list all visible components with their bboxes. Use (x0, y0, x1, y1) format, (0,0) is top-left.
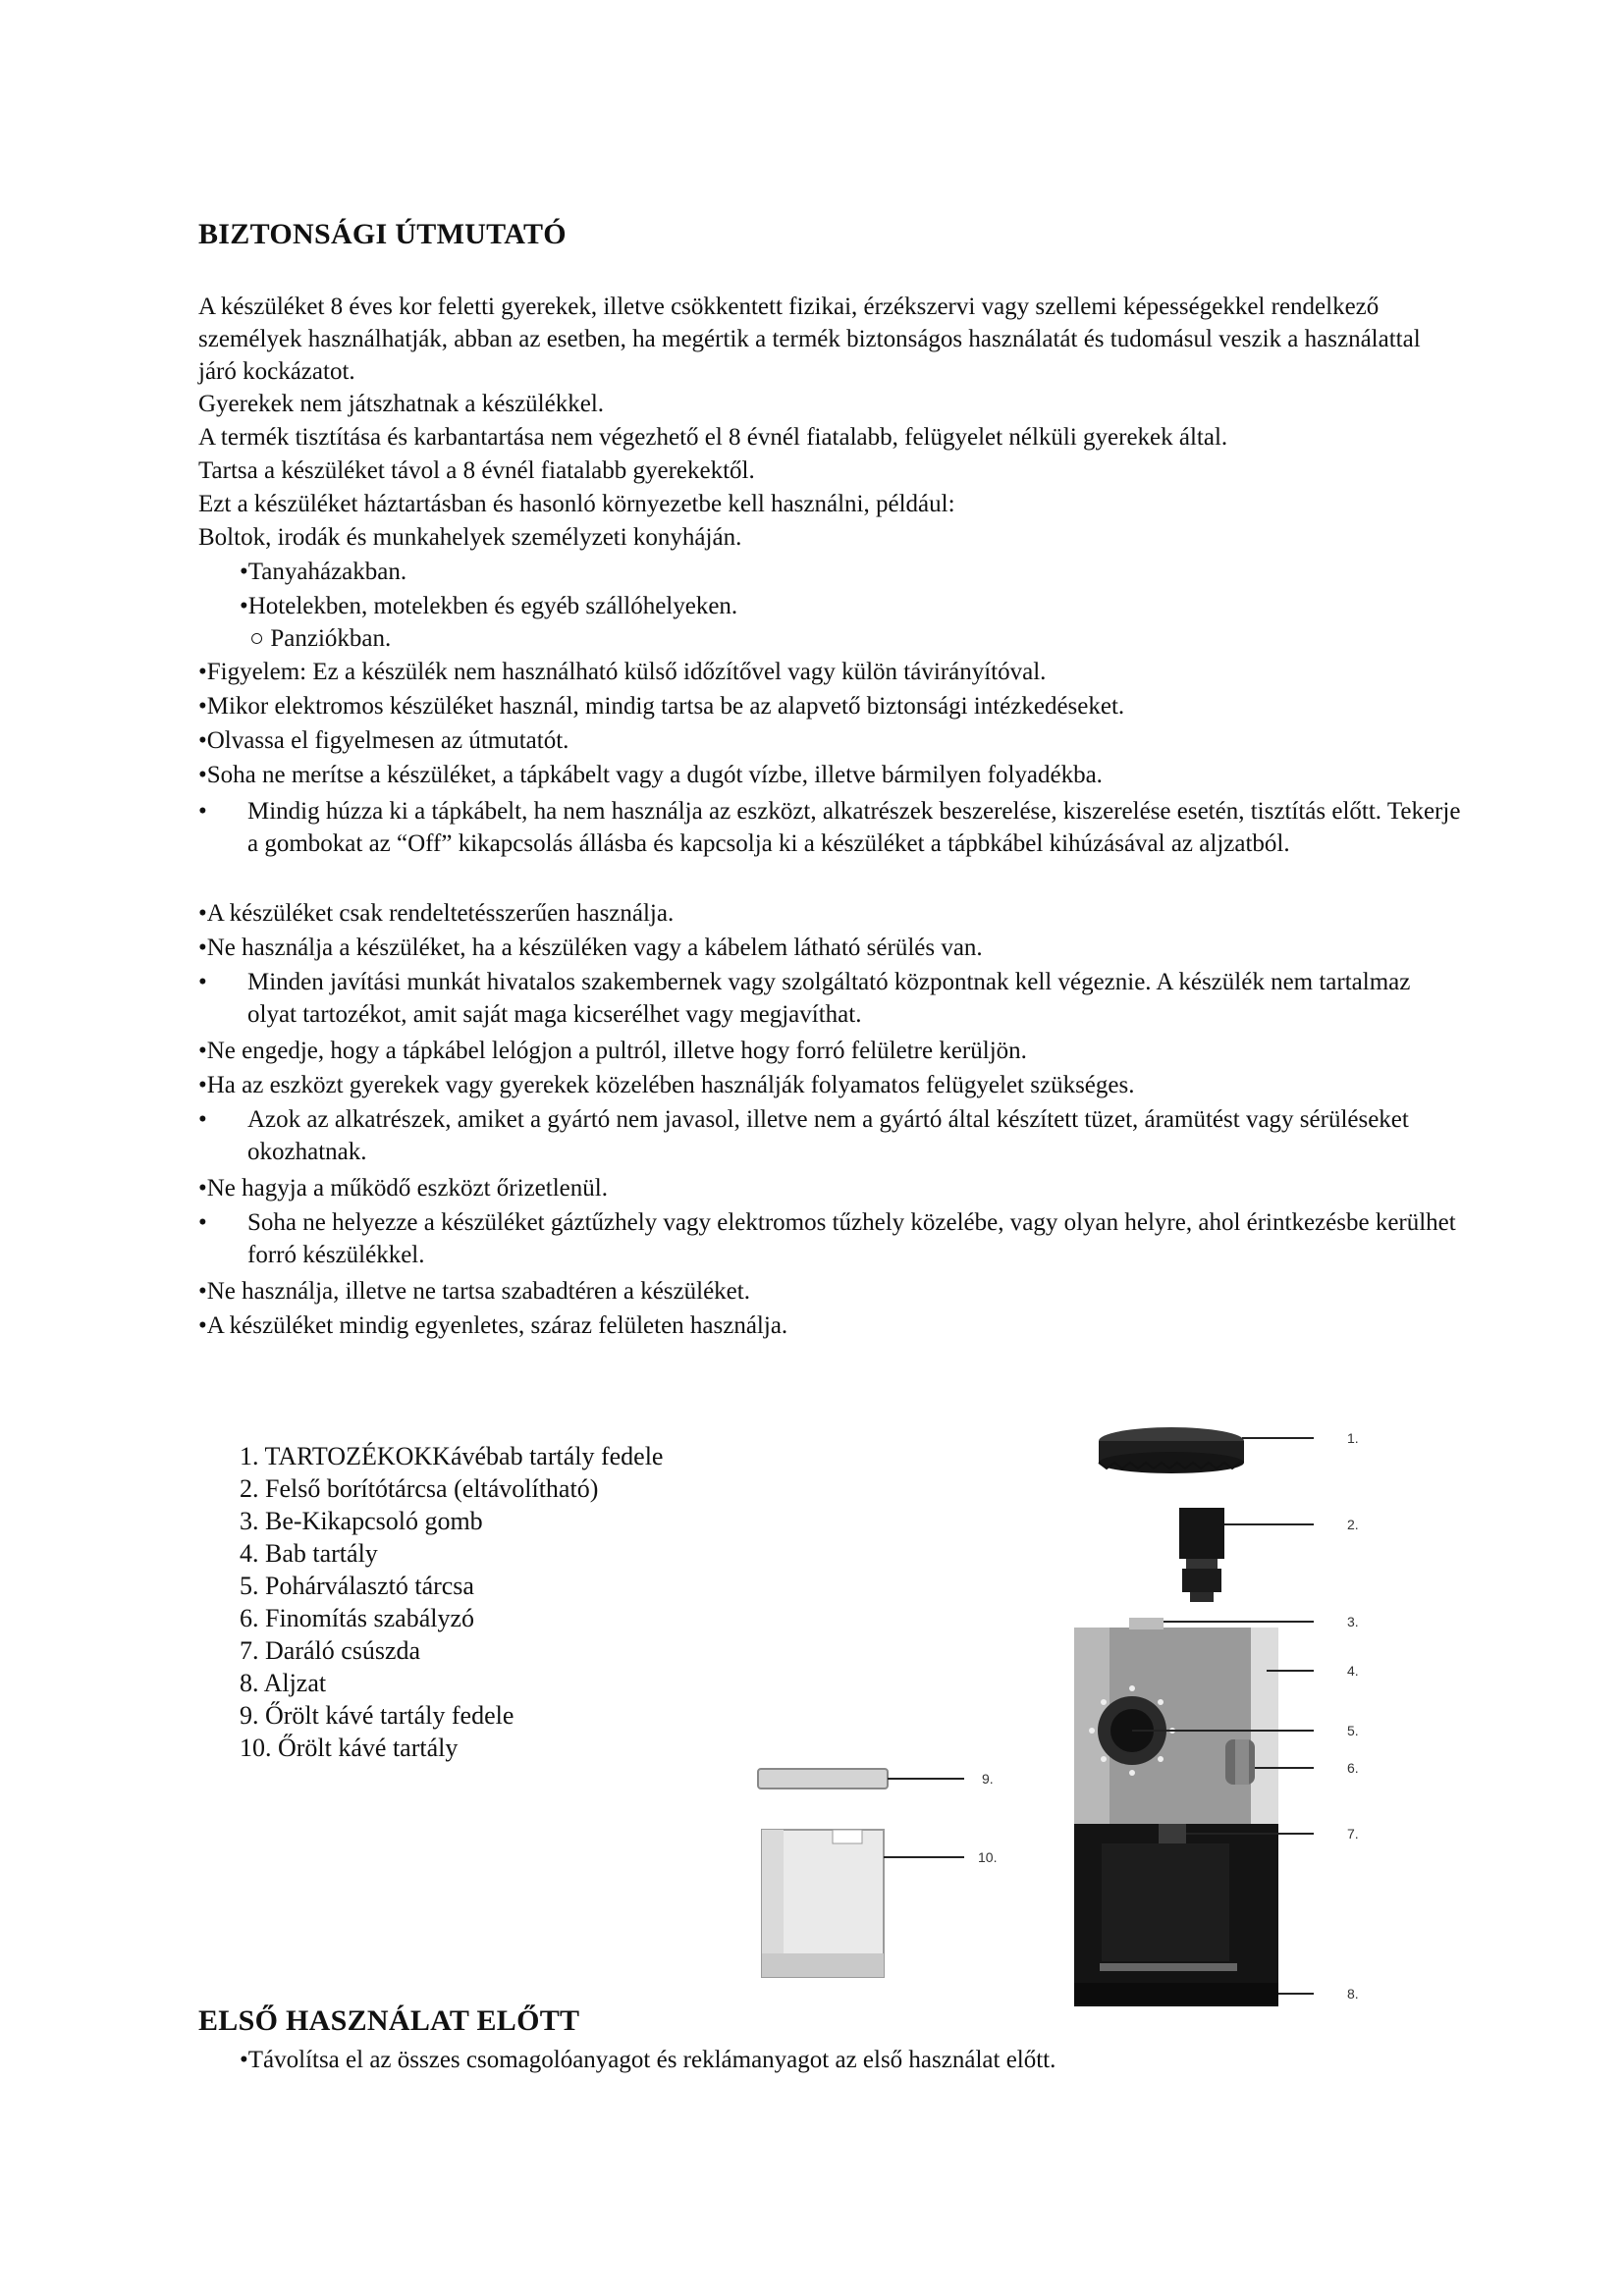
callout-number: 4. (1347, 1663, 1359, 1679)
parts-list-item: 2. Felső borítótárcsa (eltávolítható) (240, 1474, 599, 1503)
bullet-item: •Ne használja, illetve ne tartsa szabadtéren a készüléket. (198, 1278, 750, 1305)
bullet-item: •A készüléket mindig egyenletes, száraz felületen használja. (198, 1312, 788, 1339)
sub-item: •Tanyaházakban. (240, 559, 407, 585)
sub-item: •Hotelekben, motelekben és egyéb szállóhelyeken. (240, 593, 738, 619)
parts-list-item: 10. Őrölt kávé tartály (240, 1734, 459, 1762)
bullet-item: •Soha ne merítse a készüléket, a tápkábelt vagy a dugót vízbe, illetve bármilyen folyadékba. (198, 762, 1103, 788)
callout-number: 5. (1347, 1723, 1359, 1738)
callout-number: 2. (1347, 1517, 1359, 1532)
callout-number: 8. (1347, 1986, 1359, 2002)
bullet-item: •Olvassa el figyelmesen az útmutatót. (198, 727, 569, 754)
bullet-text: Minden javítási munkát hivatalos szakembernek vagy szolgáltató központnak kell végeznie. A készülék nem tartalmaz olyat tartozékot, amit saját maga kicserélhet vagy megjavíthat. (247, 969, 1411, 1028)
parts-list-item: 6. Finomítás szabályzó (240, 1604, 475, 1632)
intro-paragraph: A készüléket 8 éves kor feletti gyerekek, illetve csökkentett fizikai, érzékszervi vagy szellemi képességekkel rendelkező személyek használhatják, abban az esetben, ha megértik a termék biztonságos használatát és tudomásul veszik a használattal járó kockázatot. (198, 294, 1421, 385)
text-line: Boltok, irodák és munkahelyek személyzeti konyháján. (198, 524, 742, 551)
bullet-item: •A készüléket csak rendeltetésszerűen használja. (198, 900, 675, 927)
heading-safety: BIZTONSÁGI ÚTMUTATÓ (198, 218, 567, 250)
bullet-item: •Ne engedje, hogy a tápkábel lelógjon a pultról, illetve hogy forró felületre kerüljön. (198, 1038, 1027, 1064)
text-line: Tartsa a készüléket távol a 8 évnél fiatalabb gyerekektől. (198, 457, 755, 484)
callout-number: 7. (1347, 1826, 1359, 1842)
grinder-body-illustration (1074, 1618, 1278, 2006)
parts-list-item: 4. Bab tartály (240, 1539, 378, 1568)
callout-number: 9. (982, 1771, 994, 1787)
first-use-item: •Távolítsa el az összes csomagolóanyagot és reklámanyagot az első használat előtt. (240, 2047, 1056, 2073)
bullet-text: Soha ne helyezze a készüléket gáztűzhely vagy elektromos tűzhely közelébe, vagy olyan helyre, ahol érintkezésbe kerülhet forró készülékkel. (247, 1209, 1456, 1268)
burr-illustration (1179, 1508, 1224, 1602)
parts-list-item: 5. Pohárválasztó tárcsa (240, 1572, 474, 1600)
parts-list-item: 9. Őrölt kávé tartály fedele (240, 1701, 514, 1730)
parts-list-item: 1. TARTOZÉKOKKávébab tartály fedele (240, 1442, 664, 1470)
bean-lid-illustration (1099, 1427, 1244, 1473)
bullet-dot: • (198, 969, 207, 995)
bullet-dot: • (198, 798, 207, 825)
parts-list-item: 8. Aljzat (240, 1669, 327, 1697)
bullet-item: •Figyelem: Ez a készülék nem használható külső időzítővel vagy külön távirányítóval. (198, 659, 1047, 685)
parts-list-item: 3. Be-Kikapcsoló gomb (240, 1507, 483, 1535)
text-line: Gyerekek nem játszhatnak a készülékkel. (198, 391, 605, 417)
bullet-dot: • (198, 1209, 207, 1236)
parts-list-item: 7. Daráló csúszda (240, 1636, 421, 1665)
callout-number: 1. (1347, 1430, 1359, 1446)
ground-coffee-container-illustration (758, 1769, 888, 1977)
bullet-text: Mindig húzza ki a tápkábelt, ha nem használja az eszközt, alkatrészek beszerelése, kiszerelése esetén, tisztítás előtt. Tekerje a gombokat az “Off” kikapcsolás állásba és kapcsolja ki a készüléket a tápbkábel kihúzásával az aljzatból. (247, 798, 1461, 857)
heading-first-use: ELSŐ HASZNÁLAT ELŐTT (198, 2004, 580, 2037)
text-line: A termék tisztítása és karbantartása nem végezhető el 8 évnél fiatalabb, felügyelet nélküli gyerekek által. (198, 424, 1228, 451)
bullet-item: •Ha az eszközt gyerekek vagy gyerekek közelében használják folyamatos felügyelet szükséges. (198, 1072, 1135, 1098)
bullet-item: •Ne használja a készüléket, ha a készüléken vagy a kábelem látható sérülés van. (198, 934, 983, 961)
callout-number: 3. (1347, 1614, 1359, 1629)
callout-number: 10. (978, 1849, 998, 1865)
text-line: Ezt a készüléket háztartásban és hasonló környezetbe kell használni, például: (198, 491, 955, 517)
callout-number: 6. (1347, 1760, 1359, 1776)
sub-item: ○ Panziókban. (249, 625, 392, 652)
bullet-text: Azok az alkatrészek, amiket a gyártó nem javasol, illetve nem a gyártó által készített tüzet, áramütést vagy sérüléseket okozhatnak. (247, 1106, 1409, 1165)
bullet-item: •Ne hagyja a működő eszközt őrizetlenül. (198, 1175, 608, 1201)
bullet-item: •Mikor elektromos készüléket használ, mindig tartsa be az alapvető biztonsági intézkedéseket. (198, 693, 1125, 720)
bullet-dot: • (198, 1106, 207, 1133)
